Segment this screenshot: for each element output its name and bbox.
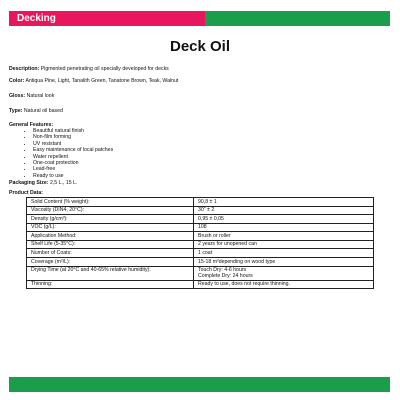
packaging-value: 2,5 L., 15 L.: [49, 180, 78, 186]
table-cell-property: Density (g/cm³):: [27, 215, 194, 224]
table-cell-property: Coverage (m²/L):: [27, 258, 194, 267]
table-cell-value: 1 coat: [194, 249, 374, 258]
type-field: [9, 108, 63, 115]
table-cell-property: Application Method:: [27, 232, 194, 241]
table-cell-value: 15-18 m²depending on wood type: [194, 258, 374, 267]
page-title: Deck Oil: [169, 38, 231, 55]
header-accent: [205, 11, 390, 26]
header-bar: [9, 11, 390, 26]
table-row: [27, 206, 374, 215]
drying-touch: Touch Dry: 4-6 hours: [198, 267, 247, 274]
table-cell-value: Brush or roller: [194, 232, 374, 241]
gloss-label: Gloss:: [9, 93, 26, 99]
table-row: [27, 258, 374, 267]
table-row: [27, 249, 374, 258]
type-value: Natural oil based: [23, 108, 63, 114]
list-item: • Lead-free: [33, 166, 113, 172]
footer-bar: [9, 377, 390, 392]
table-cell-value: 0,95 ± 0,05: [194, 215, 374, 224]
packaging-field: [9, 180, 77, 187]
table-cell-property: Solid Content (% weight):: [27, 198, 194, 207]
category-banner: [9, 11, 205, 26]
drying-complete: Complete Dry: 24 hours: [198, 273, 253, 280]
table-cell-value: 90,8 ± 1: [194, 198, 374, 207]
category-label: Decking: [17, 13, 56, 24]
table-cell-value: 2 years for unopened can: [194, 240, 374, 249]
product-data-title: Product Data:: [9, 190, 44, 196]
list-item: • UV resistant: [33, 141, 113, 147]
description-label: Description:: [9, 66, 40, 72]
table-cell-property: Viscosity (DIN4, 20°C):: [27, 206, 194, 215]
table-row: [27, 232, 374, 241]
table-row: [27, 198, 374, 207]
list-item: • Easy maintenance of local patches: [33, 147, 113, 153]
description-field: [9, 66, 169, 73]
product-data-table: [26, 197, 374, 289]
table-cell-property: VOC (g/L):: [27, 223, 194, 232]
table-row: [27, 215, 374, 224]
gloss-field: [9, 93, 54, 100]
table-cell-value: 30" ± 2: [194, 206, 374, 215]
table-cell-property: Number of Coats:: [27, 249, 194, 258]
table-row: [27, 223, 374, 232]
features-list-wrap: [9, 128, 113, 179]
type-label: Type:: [9, 108, 23, 114]
table-cell-property: Shelf Life (5-35°C):: [27, 240, 194, 249]
color-value: Antiqua Pine, Light, Tanalith Green, Tanatone Brown, Teak, Walnut: [25, 78, 179, 84]
description-value: Pigmented penetrating oil specially developed for decks: [40, 66, 169, 72]
gloss-value: Natural look: [26, 93, 55, 99]
list-item: • Ready to use: [33, 173, 113, 179]
features-list: [9, 128, 113, 179]
table-cell-value: 108: [194, 223, 374, 232]
list-item: • One-coat protection: [33, 160, 113, 166]
list-item: • Beautiful natural finish: [33, 128, 113, 134]
color-field: [9, 78, 178, 85]
table-cell-property: Thinning:: [27, 280, 194, 289]
list-item: • Water repellent: [33, 154, 113, 160]
table-row: [27, 266, 374, 280]
table-cell-value: [194, 266, 374, 280]
table-cell-property: Drying Time (at 20°C and 40-65% relative humidity):: [27, 266, 194, 280]
color-label: Color:: [9, 78, 25, 84]
list-item: • Non-film forming: [33, 134, 113, 140]
features-label: General Features:: [9, 122, 54, 128]
table-row: [27, 240, 374, 249]
packaging-label: Packaging Size:: [9, 180, 49, 186]
table-cell-value: Ready to use, does not require thinning.: [194, 280, 374, 289]
table-row: [27, 280, 374, 289]
